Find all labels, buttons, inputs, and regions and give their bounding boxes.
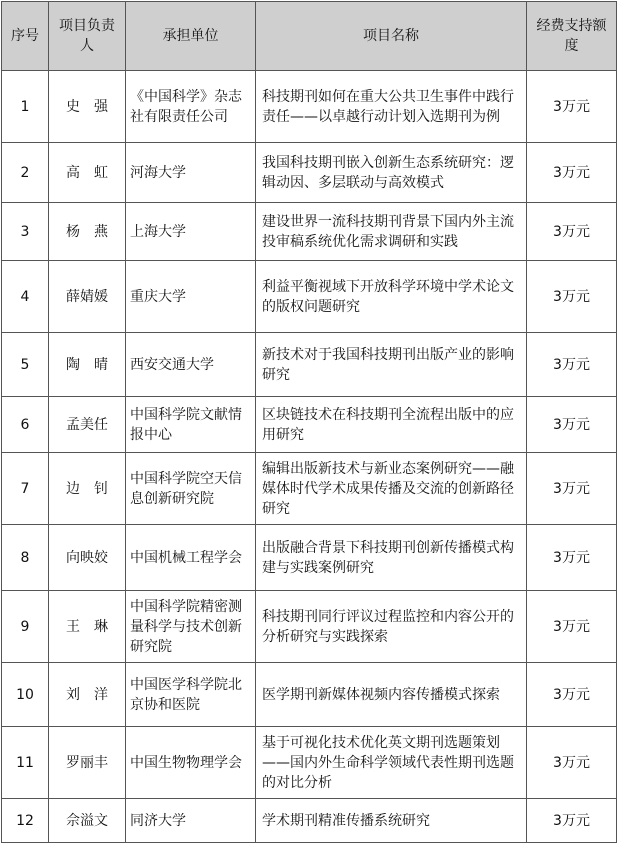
cell-no: 4 <box>2 261 49 333</box>
funding-table <box>1 1 617 843</box>
cell-title: 我国科技期刊嵌入创新生态系统研究：逻辑动因、多层联动与高效模式 <box>256 143 527 203</box>
header-leader: 项目负责人 <box>49 2 126 71</box>
cell-fund: 3万元 <box>527 143 617 203</box>
cell-no: 2 <box>2 143 49 203</box>
header-no: 序号 <box>2 2 49 71</box>
cell-title: 学术期刊精准传播系统研究 <box>256 799 527 843</box>
cell-fund: 3万元 <box>527 71 617 143</box>
cell-fund: 3万元 <box>527 203 617 261</box>
table-row <box>2 663 617 727</box>
cell-unit: 中国科学院空天信息创新研究院 <box>126 453 256 525</box>
cell-fund: 3万元 <box>527 663 617 727</box>
cell-title: 编辑出版新技术与新业态案例研究——融媒体时代学术成果传播及交流的创新路径研究 <box>256 453 527 525</box>
cell-title: 科技期刊如何在重大公共卫生事件中践行责任——以卓越行动计划入选期刊为例 <box>256 71 527 143</box>
cell-fund: 3万元 <box>527 261 617 333</box>
cell-leader: 刘 洋 <box>49 663 126 727</box>
cell-unit: 河海大学 <box>126 143 256 203</box>
cell-title: 利益平衡视域下开放科学环境中学术论文的版权问题研究 <box>256 261 527 333</box>
cell-title: 医学期刊新媒体视频内容传播模式探索 <box>256 663 527 727</box>
cell-fund: 3万元 <box>527 397 617 453</box>
cell-unit: 中国科学院文献情报中心 <box>126 397 256 453</box>
table-row <box>2 453 617 525</box>
cell-unit: 中国机械工程学会 <box>126 525 256 591</box>
cell-no: 3 <box>2 203 49 261</box>
cell-fund: 3万元 <box>527 727 617 799</box>
cell-no: 9 <box>2 591 49 663</box>
header-row <box>2 2 617 71</box>
cell-no: 8 <box>2 525 49 591</box>
cell-leader: 孟美任 <box>49 397 126 453</box>
cell-title: 科技期刊同行评议过程监控和内容公开的分析研究与实践探索 <box>256 591 527 663</box>
cell-title: 出版融合背景下科技期刊创新传播模式构建与实践案例研究 <box>256 525 527 591</box>
cell-no: 6 <box>2 397 49 453</box>
header-fund: 经费支持额度 <box>527 2 617 71</box>
cell-fund: 3万元 <box>527 333 617 397</box>
cell-fund: 3万元 <box>527 453 617 525</box>
cell-title: 建设世界一流科技期刊背景下国内外主流投审稿系统优化需求调研和实践 <box>256 203 527 261</box>
cell-unit: 中国生物物理学会 <box>126 727 256 799</box>
cell-title: 基于可视化技术优化英文期刊选题策划——国内外生命科学领域代表性期刊选题的对比分析 <box>256 727 527 799</box>
cell-unit: 上海大学 <box>126 203 256 261</box>
table-row <box>2 525 617 591</box>
cell-no: 10 <box>2 663 49 727</box>
cell-unit: 中国医学科学院北京协和医院 <box>126 663 256 727</box>
cell-title: 区块链技术在科技期刊全流程出版中的应用研究 <box>256 397 527 453</box>
cell-leader: 罗丽丰 <box>49 727 126 799</box>
cell-no: 5 <box>2 333 49 397</box>
cell-no: 7 <box>2 453 49 525</box>
header-title: 项目名称 <box>256 2 527 71</box>
header-unit: 承担单位 <box>126 2 256 71</box>
cell-unit: 西安交通大学 <box>126 333 256 397</box>
table-row <box>2 261 617 333</box>
table-row <box>2 397 617 453</box>
table-row <box>2 203 617 261</box>
cell-leader: 史 强 <box>49 71 126 143</box>
cell-unit: 同济大学 <box>126 799 256 843</box>
cell-fund: 3万元 <box>527 591 617 663</box>
cell-unit: 重庆大学 <box>126 261 256 333</box>
cell-leader: 杨 燕 <box>49 203 126 261</box>
cell-leader: 王 琳 <box>49 591 126 663</box>
cell-fund: 3万元 <box>527 525 617 591</box>
cell-leader: 陶 晴 <box>49 333 126 397</box>
cell-leader: 薛婧媛 <box>49 261 126 333</box>
table-row <box>2 143 617 203</box>
cell-no: 11 <box>2 727 49 799</box>
table-row <box>2 333 617 397</box>
cell-fund: 3万元 <box>527 799 617 843</box>
cell-no: 1 <box>2 71 49 143</box>
table-row <box>2 727 617 799</box>
cell-no: 12 <box>2 799 49 843</box>
cell-leader: 边 钊 <box>49 453 126 525</box>
cell-leader: 高 虹 <box>49 143 126 203</box>
cell-unit: 《中国科学》杂志社有限责任公司 <box>126 71 256 143</box>
table-row <box>2 71 617 143</box>
cell-unit: 中国科学院精密测量科学与技术创新研究院 <box>126 591 256 663</box>
table-row <box>2 591 617 663</box>
cell-title: 新技术对于我国科技期刊出版产业的影响研究 <box>256 333 527 397</box>
cell-leader: 佘溢文 <box>49 799 126 843</box>
cell-leader: 向映姣 <box>49 525 126 591</box>
table-row <box>2 799 617 843</box>
